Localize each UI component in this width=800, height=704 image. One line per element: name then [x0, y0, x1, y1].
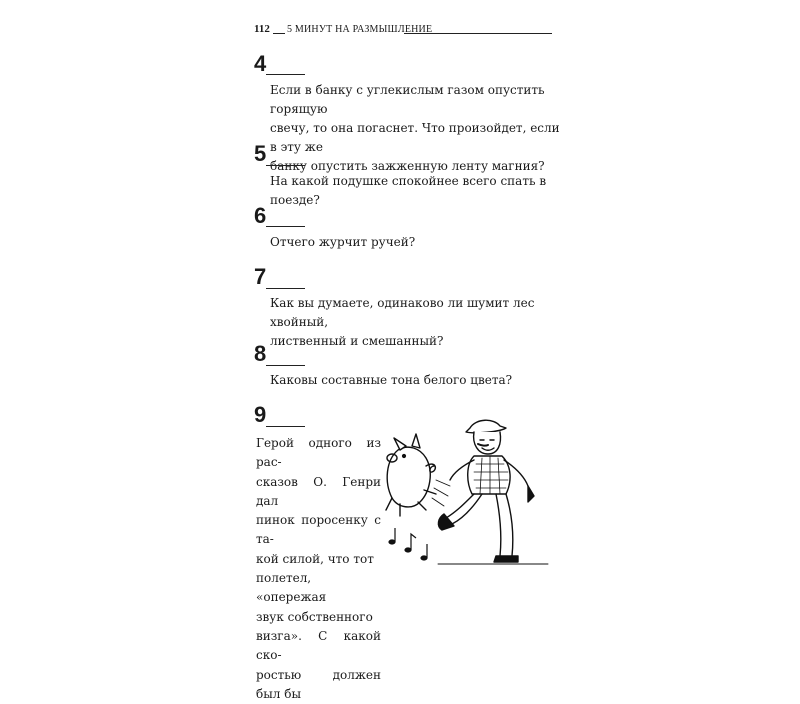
text-line: Отчего журчит ручей?: [270, 235, 416, 249]
text-line: пинок поросенку с та-: [256, 513, 381, 547]
text-line: лиственный и смешанный?: [270, 334, 444, 348]
question-rule-5: [266, 165, 305, 166]
text-line: звук собственного: [256, 609, 373, 624]
text-line: визга». С какой ско-: [256, 628, 381, 663]
page-number: 112: [254, 23, 270, 35]
pig-figure: [387, 447, 430, 507]
question-text-5: [270, 172, 560, 210]
question-number-4: 4: [254, 51, 267, 76]
text-line: ростью должен был бы: [256, 667, 381, 701]
kicking-pig-illustration: [378, 410, 558, 570]
question-text-7: [270, 294, 560, 351]
question-rule-8: [266, 365, 305, 366]
question-number-9: 9: [254, 402, 267, 427]
question-text-6: [270, 233, 560, 252]
question-text-8: [270, 371, 560, 390]
running-header: [254, 23, 552, 39]
question-number-8: 8: [254, 341, 267, 366]
question-rule-6: [266, 226, 305, 227]
text-line: сказов О. Генри дал: [256, 474, 381, 508]
text-line: Герой одного из рас-: [256, 436, 381, 470]
man-figure: [466, 420, 506, 433]
text-line: свечу, то она погаснет. Что произойдет, если в эту же: [270, 121, 560, 154]
text-line: кой силой, что тот: [256, 551, 374, 566]
question-rule-4: [266, 74, 305, 75]
question-text-4: [270, 81, 560, 176]
text-line: полетел, «опережая: [256, 571, 327, 605]
text-line: банку опустить зажженную ленту магния?: [270, 159, 545, 173]
text-line: Как вы думаете, одинаково ли шумит лес хвойный,: [270, 296, 535, 329]
question-number-7: 7: [254, 264, 267, 289]
text-line: На какой подушке спокойнее всего спать в поезде?: [270, 174, 547, 207]
question-number-6: 6: [254, 203, 267, 228]
question-rule-7: [266, 288, 305, 289]
text-line: Если в банку с углекислым газом опустить горящую: [270, 83, 545, 116]
question-text-9: [256, 434, 381, 704]
header-rule-left: [273, 33, 285, 34]
question-number-5: 5: [254, 141, 267, 166]
text-line: Каковы составные тона белого цвета?: [270, 373, 513, 387]
header-rule-right: [404, 33, 552, 34]
running-title: 5 МИНУТ НА РАЗМЫШЛЕНИЕ: [287, 24, 433, 35]
question-rule-9: [266, 426, 305, 427]
